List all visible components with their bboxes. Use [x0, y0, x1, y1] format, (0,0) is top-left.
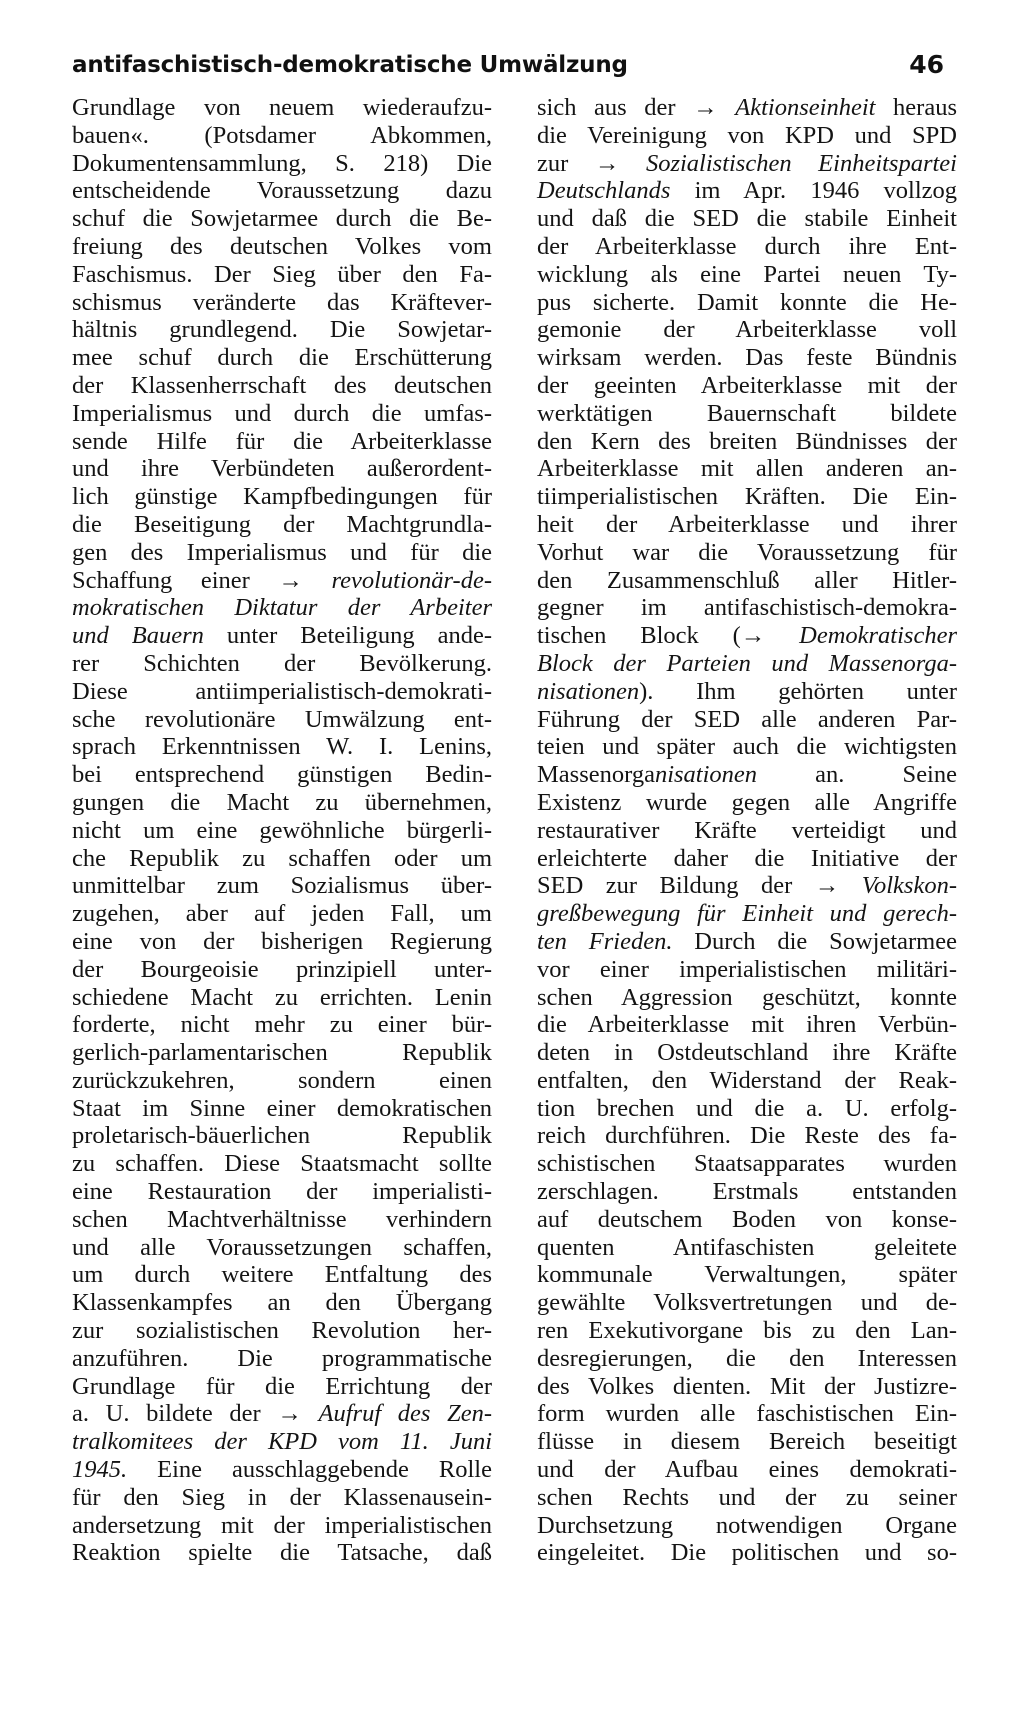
text-line: nicht um eine gewöhnliche bürgerli-: [72, 816, 492, 844]
text-line: hältnis grundlegend. Die Sowjetar-: [72, 316, 492, 344]
text-line: sche revolutionäre Umwälzung ent-: [72, 705, 492, 733]
text-line: desregierungen, die den Interessen: [537, 1344, 957, 1372]
text-line: und der Aufbau eines demokrati-: [537, 1456, 957, 1484]
text-line: teien und später auch die wichtigsten: [537, 733, 957, 761]
text-line: gerlich-parlamentarischen Republik: [72, 1039, 492, 1067]
text-line: sende Hilfe für die Arbeiterklasse: [72, 427, 492, 455]
text-line: sprach Erkenntnissen W. I. Lenins,: [72, 733, 492, 761]
left-text-column: [72, 94, 492, 1567]
text-line: deten in Ostdeutschland ihre Kräfte: [537, 1039, 957, 1067]
text-line: flüsse in diesem Bereich beseitigt: [537, 1428, 957, 1456]
text-line: proletarisch-bäuerlichen Republik: [72, 1122, 492, 1150]
text-line: und alle Voraussetzungen schaffen,: [72, 1233, 492, 1261]
text-line: schismus veränderte das Kräftever-: [72, 288, 492, 316]
text-line: tischen Block (→ Demokratischer: [537, 622, 957, 650]
text-line: Reaktion spielte die Tatsache, daß: [72, 1539, 492, 1567]
text-line: pus sicherte. Damit konnte die He-: [537, 288, 957, 316]
text-line: greßbewegung für Einheit und gerech-: [537, 900, 957, 928]
text-line: schen Aggression geschützt, konnte: [537, 983, 957, 1011]
text-line: Existenz wurde gegen alle Angriffe: [537, 788, 957, 816]
text-line: schuf die Sowjetarmee durch die Be-: [72, 205, 492, 233]
text-line: zurückzukehren, sondern einen: [72, 1066, 492, 1094]
text-line: wicklung als eine Partei neuen Ty-: [537, 260, 957, 288]
text-line: eingeleitet. Die politischen und so-: [537, 1539, 957, 1567]
text-line: eine Restauration der imperialisti-: [72, 1178, 492, 1206]
text-line: wirksam werden. Das feste Bündnis: [537, 344, 957, 372]
text-line: der geeinten Arbeiterklasse mit der: [537, 371, 957, 399]
text-line: tralkomitees der KPD vom 11. Juni: [72, 1428, 492, 1456]
text-line: schen Machtverhältnisse verhindern: [72, 1205, 492, 1233]
text-line: form wurden alle faschistischen Ein-: [537, 1400, 957, 1428]
text-line: und Bauern unter Beteiligung ande-: [72, 622, 492, 650]
text-line: kommunale Verwaltungen, später: [537, 1261, 957, 1289]
text-line: und ihre Verbündeten außerordent-: [72, 455, 492, 483]
text-line: Grundlage für die Errichtung der: [72, 1372, 492, 1400]
text-line: Klassenkampfes an den Übergang: [72, 1289, 492, 1317]
text-line: nisationen). Ihm gehörten unter: [537, 677, 957, 705]
text-line: zerschlagen. Erstmals entstanden: [537, 1178, 957, 1206]
text-line: Massenorganisationen an. Seine: [537, 761, 957, 789]
text-line: Imperialismus und durch die umfas-: [72, 399, 492, 427]
text-line: Arbeiterklasse mit allen anderen an-: [537, 455, 957, 483]
text-line: erleichterte daher die Initiative der: [537, 844, 957, 872]
text-line: Staat im Sinne einer demokratischen: [72, 1094, 492, 1122]
text-line: gegner im antifaschistisch-demokra-: [537, 594, 957, 622]
text-line: heit der Arbeiterklasse und ihrer: [537, 510, 957, 538]
text-line: für den Sieg in der Klassenausein-: [72, 1483, 492, 1511]
text-line: des Volkes dienten. Mit der Justizre-: [537, 1372, 957, 1400]
text-line: a. U. bildete der → Aufruf des Zen-: [72, 1400, 492, 1428]
text-line: ren Exekutivorgane bis zu den Lan-: [537, 1317, 957, 1345]
text-line: 1945. Eine ausschlaggebende Rolle: [72, 1456, 492, 1484]
text-line: zur → Sozialistischen Einheitspartei: [537, 149, 957, 177]
text-line: der Klassenherrschaft des deutschen: [72, 371, 492, 399]
text-line: tion brechen und die a. U. erfolg-: [537, 1094, 957, 1122]
text-line: und daß die SED die stabile Einheit: [537, 205, 957, 233]
text-line: die Arbeiterklasse mit ihren Verbün-: [537, 1011, 957, 1039]
text-line: die Beseitigung der Machtgrundla-: [72, 510, 492, 538]
text-line: mee schuf durch die Erschütterung: [72, 344, 492, 372]
text-line: den Zusammenschluß aller Hitler-: [537, 566, 957, 594]
text-line: entfalten, den Widerstand der Reak-: [537, 1066, 957, 1094]
text-line: tiimperialistischen Kräften. Die Ein-: [537, 483, 957, 511]
text-line: der Bourgeoisie prinzipiell unter-: [72, 955, 492, 983]
text-line: Durchsetzung notwendigen Organe: [537, 1511, 957, 1539]
text-line: Führung der SED alle anderen Par-: [537, 705, 957, 733]
text-line: Schaffung einer → revolutionär-de-: [72, 566, 492, 594]
text-line: gungen die Macht zu übernehmen,: [72, 788, 492, 816]
text-line: um durch weitere Entfaltung des: [72, 1261, 492, 1289]
text-line: schen Rechts und der zu seiner: [537, 1483, 957, 1511]
text-line: Block der Parteien und Massenorga-: [537, 649, 957, 677]
text-line: Diese antiimperialistisch-demokrati-: [72, 677, 492, 705]
running-header-title: antifaschistisch-demokratische Umwälzung: [72, 52, 628, 78]
text-line: gemonie der Arbeiterklasse voll: [537, 316, 957, 344]
text-line: die Vereinigung von KPD und SPD: [537, 121, 957, 149]
text-line: werktätigen Bauernschaft bildete: [537, 399, 957, 427]
text-line: Grundlage von neuem wiederaufzu-: [72, 94, 492, 121]
text-line: unmittelbar zum Sozialismus über-: [72, 872, 492, 900]
text-line: vor einer imperialistischen militäri-: [537, 955, 957, 983]
text-line: schistischen Staatsapparates wurden: [537, 1150, 957, 1178]
text-line: bei entsprechend günstigen Bedin-: [72, 761, 492, 789]
text-line: Vorhut war die Voraussetzung für: [537, 538, 957, 566]
text-line: auf deutschem Boden von konse-: [537, 1205, 957, 1233]
text-line: forderte, nicht mehr zu einer bür-: [72, 1011, 492, 1039]
text-line: SED zur Bildung der → Volkskon-: [537, 872, 957, 900]
text-line: reich durchführen. Die Reste des fa-: [537, 1122, 957, 1150]
text-line: quenten Antifaschisten geleitete: [537, 1233, 957, 1261]
text-line: eine von der bisherigen Regierung: [72, 927, 492, 955]
text-line: der Arbeiterklasse durch ihre Ent-: [537, 232, 957, 260]
text-line: sich aus der → Aktionseinheit heraus: [537, 94, 957, 121]
text-line: zugehen, aber auf jeden Fall, um: [72, 900, 492, 928]
text-line: che Republik zu schaffen oder um: [72, 844, 492, 872]
text-line: ten Frieden. Durch die Sowjetarmee: [537, 927, 957, 955]
page-number: 46: [909, 50, 944, 79]
text-line: zu schaffen. Diese Staatsmacht sollte: [72, 1150, 492, 1178]
text-line: Faschismus. Der Sieg über den Fa-: [72, 260, 492, 288]
text-line: zur sozialistischen Revolution her-: [72, 1317, 492, 1345]
text-line: lich günstige Kampfbedingungen für: [72, 483, 492, 511]
text-line: restaurativer Kräfte verteidigt und: [537, 816, 957, 844]
text-line: Deutschlands im Apr. 1946 vollzog: [537, 177, 957, 205]
text-line: bauen«. (Potsdamer Abkommen,: [72, 121, 492, 149]
text-line: andersetzung mit der imperialistischen: [72, 1511, 492, 1539]
text-line: anzuführen. Die programmatische: [72, 1344, 492, 1372]
text-line: gewählte Volksvertretungen und de-: [537, 1289, 957, 1317]
text-line: Dokumentensammlung, S. 218) Die: [72, 149, 492, 177]
text-line: den Kern des breiten Bündnisses der: [537, 427, 957, 455]
text-line: freiung des deutschen Volkes vom: [72, 232, 492, 260]
text-line: gen des Imperialismus und für die: [72, 538, 492, 566]
text-line: rer Schichten der Bevölkerung.: [72, 649, 492, 677]
text-line: schiedene Macht zu errichten. Lenin: [72, 983, 492, 1011]
text-line: mokratischen Diktatur der Arbeiter: [72, 594, 492, 622]
right-text-column: [537, 94, 957, 1567]
text-line: entscheidende Voraussetzung dazu: [72, 177, 492, 205]
